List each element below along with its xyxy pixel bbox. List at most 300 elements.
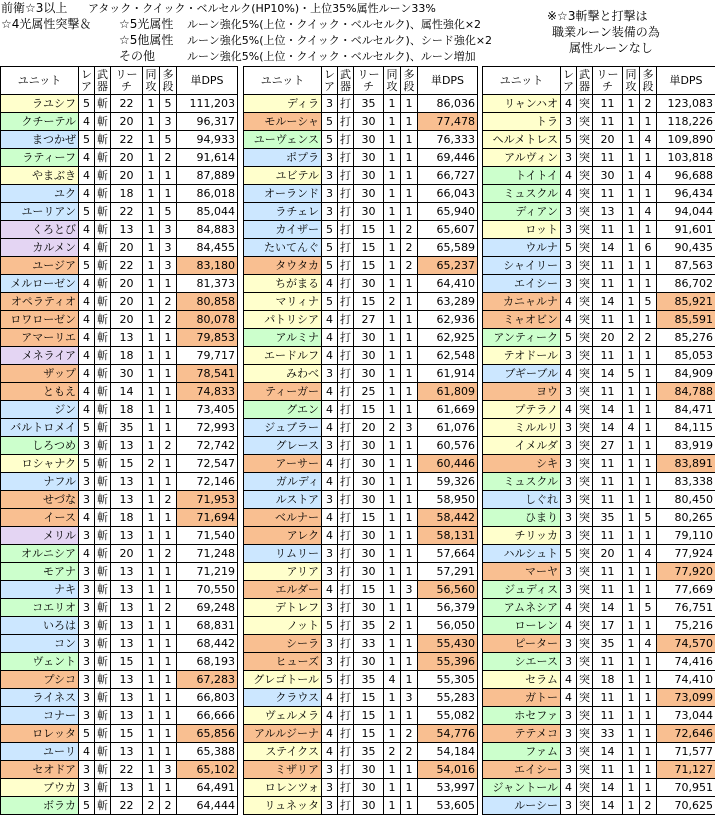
reach-cell: 15 [354,725,384,743]
table-row [244,653,478,671]
column-header-multi-hit: 多段 [401,67,418,95]
single-dps-cell: 65,589 [418,239,478,257]
reach-cell: 30 [354,473,384,491]
simultaneous-cell: 1 [384,437,401,455]
reach-cell: 14 [593,365,623,383]
weapon-cell: 突 [577,419,593,437]
reach-cell: 35 [111,419,143,437]
table-row [483,221,715,239]
table-row [244,491,478,509]
rarity-cell: 4 [322,329,338,347]
rarity-cell: 4 [561,671,577,689]
header-other-attr-desc: ルーン強化5%(上位・クイック・ベルセルク)、シード強化×2 [187,33,492,48]
weapon-cell: 突 [577,275,593,293]
unit-name-cell: ジュディス [483,581,561,599]
table-row [483,581,715,599]
multi-hit-cell: 3 [401,419,418,437]
multi-hit-cell: 1 [401,545,418,563]
table-row [483,131,715,149]
table-row [483,419,715,437]
table-row [483,599,715,617]
simultaneous-cell: 1 [384,167,401,185]
table-row [1,635,238,653]
table-row [1,617,238,635]
weapon-cell: 打 [338,257,354,275]
multi-hit-cell: 4 [640,167,657,185]
reach-cell: 30 [354,761,384,779]
single-dps-cell: 66,043 [418,185,478,203]
simultaneous-cell: 4 [623,419,640,437]
multi-hit-cell: 1 [401,185,418,203]
weapon-cell: 斬 [95,779,111,797]
unit-name-cell: ウルナ [483,239,561,257]
multi-hit-cell: 1 [160,455,177,473]
rarity-cell: 5 [79,725,95,743]
multi-hit-cell: 4 [640,635,657,653]
single-dps-cell: 83,919 [657,437,715,455]
single-dps-cell: 55,283 [418,689,478,707]
weapon-cell: 突 [577,437,593,455]
simultaneous-cell: 1 [143,617,160,635]
table-row [1,401,238,419]
reach-cell: 13 [111,671,143,689]
reach-cell: 30 [354,149,384,167]
table-row [1,509,238,527]
weapon-cell: 打 [338,131,354,149]
table-row [244,293,478,311]
table-row [244,113,478,131]
weapon-cell: 斬 [95,689,111,707]
weapon-cell: 打 [338,383,354,401]
single-dps-cell: 87,889 [177,167,238,185]
single-dps-cell: 79,717 [177,347,238,365]
unit-name-cell: ノット [244,617,322,635]
weapon-cell: 突 [577,401,593,419]
simultaneous-cell: 1 [143,347,160,365]
unit-name-cell: ガトー [483,689,561,707]
table-row [244,581,478,599]
simultaneous-cell: 1 [623,725,640,743]
table-row [1,383,238,401]
reach-cell: 13 [111,527,143,545]
single-dps-cell: 71,219 [177,563,238,581]
weapon-cell: 突 [577,221,593,239]
single-dps-cell: 71,577 [657,743,715,761]
single-dps-cell: 58,950 [418,491,478,509]
unit-name-cell: グエン [244,401,322,419]
unit-name-cell: ポプラ [244,149,322,167]
single-dps-cell: 111,203 [177,95,238,113]
multi-hit-cell: 1 [640,221,657,239]
weapon-cell: 突 [577,239,593,257]
table-row [1,257,238,275]
multi-hit-cell: 1 [640,779,657,797]
rarity-cell: 4 [79,743,95,761]
reach-cell: 15 [354,221,384,239]
reach-cell: 11 [593,689,623,707]
reach-cell: 13 [111,707,143,725]
table-row [244,455,478,473]
table-row [244,545,478,563]
unit-name-cell: リュネッタ [244,797,322,815]
simultaneous-cell: 1 [623,581,640,599]
page-header [0,0,715,66]
weapon-cell: 斬 [95,653,111,671]
rarity-cell: 4 [322,275,338,293]
unit-name-cell: ライネス [1,689,79,707]
weapon-cell: 打 [338,275,354,293]
rarity-cell: 3 [322,635,338,653]
rarity-cell: 3 [561,419,577,437]
rarity-cell: 3 [79,761,95,779]
single-dps-cell: 65,940 [418,203,478,221]
reach-cell: 18 [111,185,143,203]
single-dps-cell: 85,044 [177,203,238,221]
unit-name-cell: しろつめ [1,437,79,455]
simultaneous-cell: 1 [384,239,401,257]
weapon-cell: 打 [338,491,354,509]
simultaneous-cell: 1 [623,527,640,545]
unit-name-cell: アリア [244,563,322,581]
weapon-cell: 打 [338,743,354,761]
weapon-cell: 打 [338,95,354,113]
rarity-cell: 5 [322,239,338,257]
weapon-cell: 斬 [95,491,111,509]
weapon-cell: 斬 [95,635,111,653]
rarity-cell: 5 [561,545,577,563]
weapon-cell: 打 [338,401,354,419]
reach-cell: 25 [354,383,384,401]
table-row [483,437,715,455]
single-dps-cell: 69,248 [177,599,238,617]
table-row [483,563,715,581]
rarity-cell: 3 [561,653,577,671]
reach-cell: 13 [111,473,143,491]
weapon-cell: 打 [338,203,354,221]
single-dps-cell: 84,883 [177,221,238,239]
table-row [1,113,238,131]
weapon-cell: 打 [338,455,354,473]
weapon-cell: 斬 [95,455,111,473]
single-dps-cell: 69,446 [418,149,478,167]
reach-cell: 35 [354,95,384,113]
header-light-label: ☆5光属性 [119,17,173,32]
reach-cell: 13 [111,221,143,239]
rarity-cell: 3 [561,149,577,167]
weapon-cell: 斬 [95,743,111,761]
rarity-cell: 3 [561,257,577,275]
simultaneous-cell: 1 [384,113,401,131]
weapon-cell: 突 [577,617,593,635]
column-header-reach: リーチ [354,67,384,95]
unit-name-cell: エードルフ [244,347,322,365]
reach-cell: 30 [354,563,384,581]
multi-hit-cell: 6 [640,239,657,257]
weapon-cell: 斬 [95,239,111,257]
weapon-cell: 斬 [95,311,111,329]
unit-name-cell: エイシー [483,761,561,779]
unit-name-cell: ステイクス [244,743,322,761]
unit-name-cell: シャイリー [483,257,561,275]
table-row [1,581,238,599]
column-header-weapon: 武器 [95,67,111,95]
simultaneous-cell: 1 [143,635,160,653]
table-row [1,131,238,149]
unit-name-cell: ユク [1,185,79,203]
unit-name-cell: クチーテル [1,113,79,131]
column-header-rarity: レア [322,67,338,95]
multi-hit-cell: 4 [640,131,657,149]
single-dps-cell: 65,237 [418,257,478,275]
weapon-cell: 斬 [95,599,111,617]
unit-name-cell: ジン [1,401,79,419]
weapon-cell: 打 [338,239,354,257]
reach-cell: 11 [593,113,623,131]
reach-cell: 15 [111,725,143,743]
weapon-cell: 打 [338,725,354,743]
simultaneous-cell: 1 [623,671,640,689]
rarity-cell: 4 [79,311,95,329]
rarity-cell: 4 [322,383,338,401]
table-row [483,707,715,725]
rarity-cell: 3 [322,365,338,383]
unit-name-cell: マリィナ [244,293,322,311]
unit-name-cell: パトリシア [244,311,322,329]
simultaneous-cell: 1 [623,761,640,779]
table-row [1,221,238,239]
single-dps-cell: 90,435 [657,239,715,257]
unit-name-cell: ティーガー [244,383,322,401]
table-row [1,527,238,545]
table-row [483,293,715,311]
rarity-cell: 5 [79,419,95,437]
reach-cell: 13 [111,635,143,653]
multi-hit-cell: 2 [160,491,177,509]
reach-cell: 15 [354,689,384,707]
reach-cell: 30 [354,491,384,509]
simultaneous-cell: 1 [623,383,640,401]
unit-name-cell: イメルダ [483,437,561,455]
single-dps-cell: 67,283 [177,671,238,689]
unit-name-cell: ベルナー [244,509,322,527]
simultaneous-cell: 1 [384,491,401,509]
reach-cell: 13 [111,437,143,455]
unit-name-cell: ヘルメトレス [483,131,561,149]
rarity-cell: 5 [79,203,95,221]
simultaneous-cell: 1 [143,239,160,257]
reach-cell: 13 [111,599,143,617]
weapon-cell: 突 [577,671,593,689]
single-dps-cell: 96,434 [657,185,715,203]
simultaneous-cell: 1 [143,725,160,743]
reach-cell: 30 [354,527,384,545]
single-dps-cell: 91,614 [177,149,238,167]
unit-name-cell: ヴェント [1,653,79,671]
simultaneous-cell: 1 [623,455,640,473]
table-row [1,779,238,797]
single-dps-cell: 71,127 [657,761,715,779]
simultaneous-cell: 1 [623,203,640,221]
reach-cell: 14 [593,743,623,761]
reach-cell: 22 [111,95,143,113]
table-row [483,509,715,527]
multi-hit-cell: 2 [401,257,418,275]
weapon-cell: 斬 [95,185,111,203]
simultaneous-cell: 1 [623,149,640,167]
unit-name-cell: ヨウ [483,383,561,401]
table-row [483,203,715,221]
single-dps-cell: 57,664 [418,545,478,563]
simultaneous-cell: 1 [384,275,401,293]
weapon-cell: 打 [338,509,354,527]
unit-name-cell: ミャオビン [483,311,561,329]
rarity-cell: 3 [561,491,577,509]
simultaneous-cell: 1 [143,293,160,311]
unit-name-cell: カニャルナ [483,293,561,311]
unit-name-cell: モアナ [1,563,79,581]
simultaneous-cell: 1 [384,131,401,149]
single-dps-cell: 85,921 [657,293,715,311]
weapon-cell: 打 [338,671,354,689]
reach-cell: 22 [111,761,143,779]
weapon-cell: 突 [577,131,593,149]
reach-cell: 13 [111,689,143,707]
weapon-cell: 突 [577,293,593,311]
single-dps-cell: 54,016 [418,761,478,779]
unit-name-cell: ラティーフ [1,149,79,167]
table-row [244,599,478,617]
simultaneous-cell: 1 [143,383,160,401]
reach-cell: 20 [111,293,143,311]
simultaneous-cell: 1 [623,113,640,131]
multi-hit-cell: 3 [401,581,418,599]
simultaneous-cell: 2 [384,419,401,437]
simultaneous-cell: 2 [623,329,640,347]
single-dps-cell: 62,936 [418,311,478,329]
multi-hit-cell: 2 [401,725,418,743]
unit-name-cell: タウタカ [244,257,322,275]
multi-hit-cell: 1 [640,347,657,365]
table-row [244,347,478,365]
simultaneous-cell: 1 [143,581,160,599]
reach-cell: 33 [354,635,384,653]
table-row [244,365,478,383]
simultaneous-cell: 1 [384,365,401,383]
multi-hit-cell: 1 [401,455,418,473]
single-dps-cell: 73,099 [657,689,715,707]
simultaneous-cell: 1 [143,149,160,167]
simultaneous-cell: 1 [143,167,160,185]
unit-name-cell: グレース [244,437,322,455]
rarity-cell: 3 [322,149,338,167]
reach-cell: 11 [593,707,623,725]
unit-name-cell: ユーヴェンス [244,131,322,149]
weapon-cell: 突 [577,545,593,563]
multi-hit-cell: 1 [160,185,177,203]
single-dps-cell: 57,291 [418,563,478,581]
rarity-cell: 5 [322,617,338,635]
multi-hit-cell: 1 [401,671,418,689]
unit-name-cell: まつかぜ [1,131,79,149]
rarity-cell: 3 [322,653,338,671]
rarity-cell: 3 [561,725,577,743]
single-dps-cell: 123,083 [657,95,715,113]
reach-cell: 17 [593,617,623,635]
multi-hit-cell: 3 [160,239,177,257]
single-dps-cell: 60,446 [418,455,478,473]
table-row [1,275,238,293]
rarity-cell: 3 [561,743,577,761]
weapon-cell: 打 [338,437,354,455]
rarity-cell: 3 [79,563,95,581]
unit-name-cell: ロレンツォ [244,779,322,797]
multi-hit-cell: 2 [160,599,177,617]
single-dps-cell: 85,276 [657,329,715,347]
column-header-rarity: レア [79,67,95,95]
header-light-assault: ☆4光属性突撃＆ [1,17,91,32]
weapon-cell: 突 [577,599,593,617]
unit-name-cell: ディラ [244,95,322,113]
rarity-cell: 4 [322,527,338,545]
multi-hit-cell: 1 [640,743,657,761]
weapon-cell: 斬 [95,725,111,743]
reach-cell: 11 [593,275,623,293]
weapon-cell: 斬 [95,293,111,311]
simultaneous-cell: 1 [384,185,401,203]
rarity-cell: 4 [79,329,95,347]
table-row [483,743,715,761]
weapon-cell: 突 [577,527,593,545]
rarity-cell: 4 [79,113,95,131]
reach-cell: 15 [354,509,384,527]
weapon-cell: 突 [577,653,593,671]
rarity-cell: 3 [561,113,577,131]
weapon-cell: 突 [577,113,593,131]
reach-cell: 15 [354,581,384,599]
multi-hit-cell: 1 [160,527,177,545]
simultaneous-cell: 1 [384,221,401,239]
multi-hit-cell: 1 [160,635,177,653]
single-dps-cell: 70,951 [657,779,715,797]
simultaneous-cell: 1 [623,293,640,311]
reach-cell: 30 [354,113,384,131]
weapon-cell: 突 [577,743,593,761]
reach-cell: 11 [593,185,623,203]
reach-cell: 14 [593,293,623,311]
weapon-cell: 打 [338,545,354,563]
reach-cell: 14 [593,797,623,815]
multi-hit-cell: 2 [401,221,418,239]
unit-name-cell: シーラ [244,635,322,653]
weapon-cell: 打 [338,797,354,815]
weapon-cell: 突 [577,761,593,779]
rarity-cell: 3 [79,527,95,545]
unit-name-cell: たいてんぐ [244,239,322,257]
weapon-cell: 打 [338,563,354,581]
table-row [1,203,238,221]
simultaneous-cell: 1 [623,239,640,257]
table-row [1,437,238,455]
rarity-cell: 3 [561,707,577,725]
reach-cell: 11 [593,473,623,491]
rarity-cell: 3 [322,491,338,509]
simultaneous-cell: 1 [623,545,640,563]
simultaneous-cell: 1 [143,203,160,221]
simultaneous-cell: 1 [143,653,160,671]
simultaneous-cell: 4 [384,671,401,689]
multi-hit-cell: 2 [160,545,177,563]
reach-cell: 20 [111,149,143,167]
